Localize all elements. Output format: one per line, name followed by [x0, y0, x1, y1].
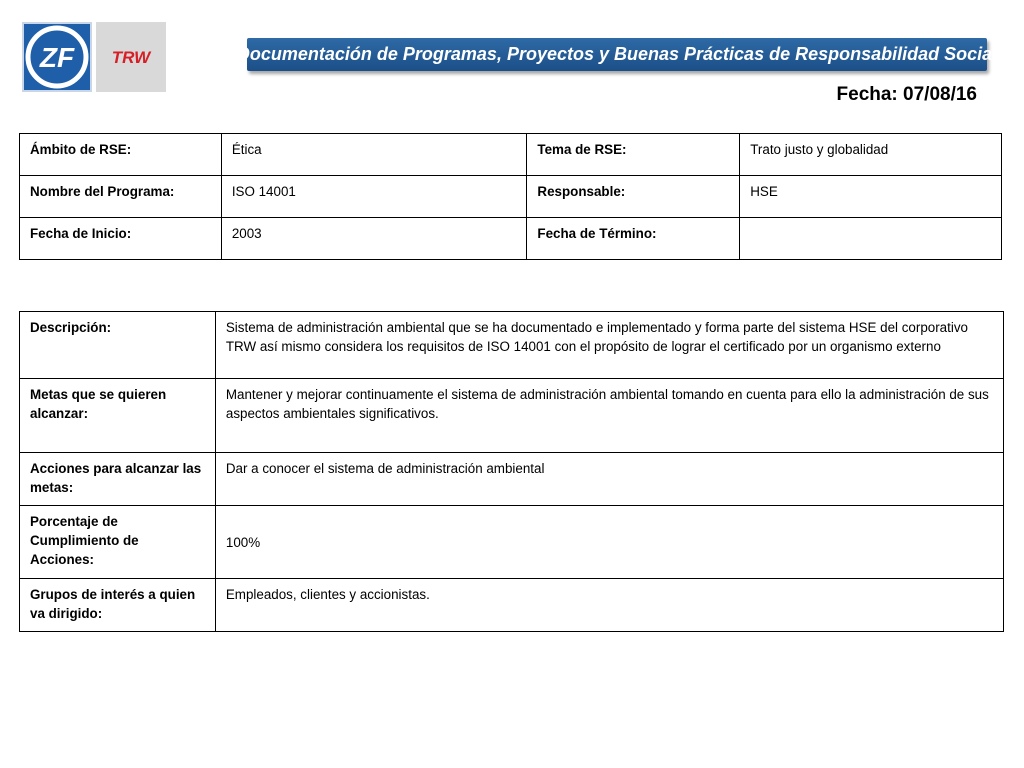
table-row: [20, 453, 1004, 506]
ambito-label: Ámbito de RSE:: [20, 134, 222, 176]
program-info-table: [19, 133, 1002, 260]
grupos-label: Grupos de interés a quien va dirigido:: [20, 579, 216, 632]
fecha-inicio-label: Fecha de Inicio:: [20, 218, 222, 260]
table-row: [20, 218, 1002, 260]
metas-value: Mantener y mejorar continuamente el sistema de administración ambiental tomando en cuenta para ello la administración de sus aspectos ambientales significativos.: [215, 379, 1003, 453]
zf-logo: [22, 22, 92, 92]
table-row: [20, 176, 1002, 218]
responsable-label: Responsable:: [527, 176, 740, 218]
programa-label: Nombre del Programa:: [20, 176, 222, 218]
descripcion-value: Sistema de administración ambiental que se ha documentado e implementado y forma parte del sistema HSE del corporativo TRW así mismo considera los requisitos de ISO 14001 con el propósito de lograr el certificado por un organismo externo: [215, 312, 1003, 379]
table-row: [20, 379, 1004, 453]
descripcion-label: Descripción:: [20, 312, 216, 379]
trw-logo: [96, 22, 166, 92]
table-row: [20, 579, 1004, 632]
program-details-table: [19, 311, 1004, 632]
table-row: [20, 506, 1004, 579]
tema-value: Trato justo y globalidad: [740, 134, 1002, 176]
svg-text:ZF: ZF: [39, 42, 75, 73]
metas-label: Metas que se quieren alcanzar:: [20, 379, 216, 453]
fecha-termino-value: [740, 218, 1002, 260]
svg-text:TRW: TRW: [111, 48, 151, 67]
porcentaje-value: 100%: [215, 506, 1003, 579]
acciones-label: Acciones para alcanzar las metas:: [20, 453, 216, 506]
table-row: [20, 134, 1002, 176]
porcentaje-label: Porcentaje de Cumplimiento de Acciones:: [20, 506, 216, 579]
tema-label: Tema de RSE:: [527, 134, 740, 176]
page-title: Documentación de Programas, Proyectos y Buenas Prácticas de Responsabilidad Social: [247, 38, 987, 71]
programa-value: ISO 14001: [221, 176, 527, 218]
ambito-value: Ética: [221, 134, 527, 176]
fecha-termino-label: Fecha de Término:: [527, 218, 740, 260]
document-date: Fecha: 07/08/16: [836, 84, 977, 105]
grupos-value: Empleados, clientes y accionistas.: [215, 579, 1003, 632]
fecha-inicio-value: 2003: [221, 218, 527, 260]
responsable-value: HSE: [740, 176, 1002, 218]
acciones-value: Dar a conocer el sistema de administración ambiental: [215, 453, 1003, 506]
table-row: [20, 312, 1004, 379]
